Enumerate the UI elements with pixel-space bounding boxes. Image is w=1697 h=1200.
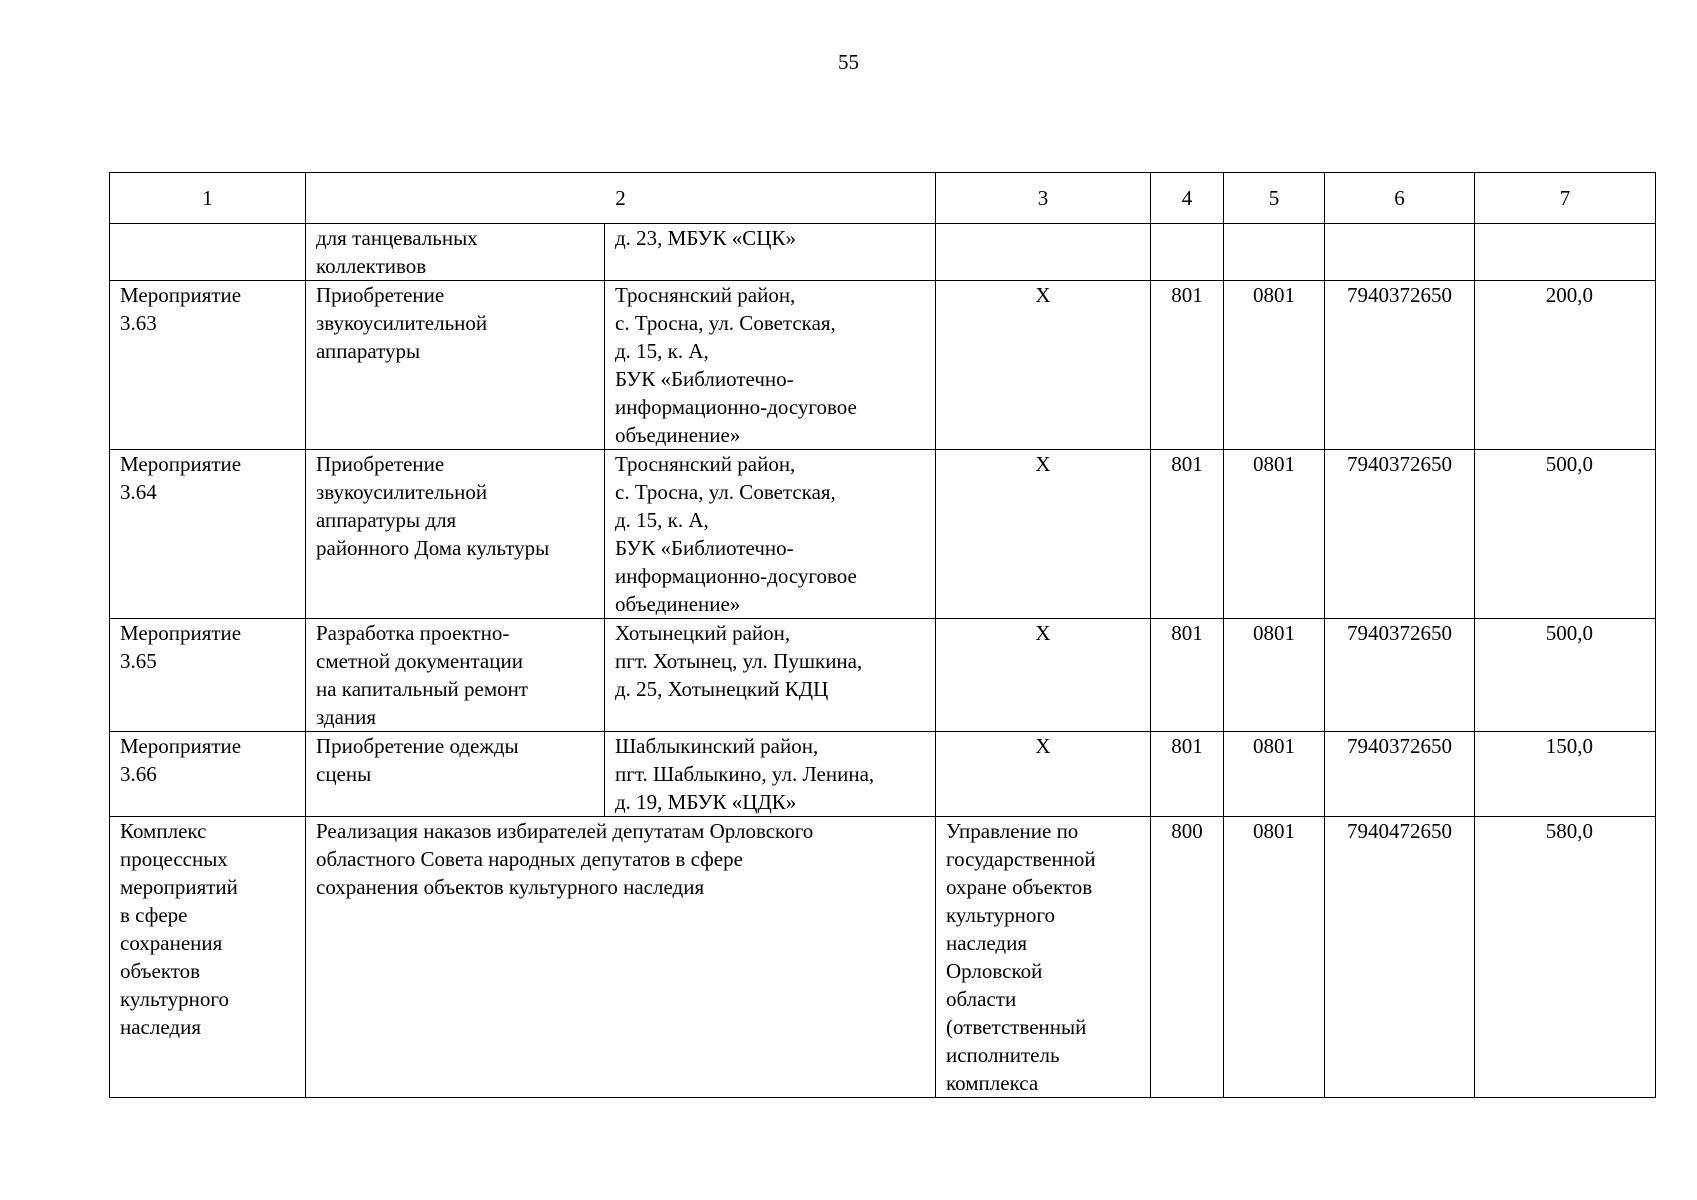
table-header-row xyxy=(110,173,1656,224)
complex-description-line: Реализация наказов избирателей депутатам Орловского xyxy=(316,819,814,843)
table-row xyxy=(110,732,1656,817)
measure-description-line: аппаратуры для xyxy=(316,508,457,532)
measure-address-line: д. 15, к. А, xyxy=(615,339,709,363)
budget-table xyxy=(109,172,1656,1098)
measure-description-line: аппаратуры xyxy=(316,339,421,363)
complex-name-line: процессных xyxy=(120,847,228,871)
complex-name-line: культурного xyxy=(120,987,229,1011)
measure-address-line: Хотынецкий район, xyxy=(615,621,791,645)
measure-address-line: д. 15, к. А, xyxy=(615,508,709,532)
complex-description-cell xyxy=(306,817,936,1098)
complex-executor-line: охране объектов xyxy=(946,875,1093,899)
amount-cell: 500,0 xyxy=(1475,619,1656,732)
table-row xyxy=(110,224,1656,281)
table-row xyxy=(110,619,1656,732)
col5-cell xyxy=(1224,224,1325,281)
table-row xyxy=(110,450,1656,619)
complex-name-line: Комплекс xyxy=(120,819,207,843)
complex-executor-line: наследия xyxy=(946,931,1027,955)
col4-cell: 801 xyxy=(1151,281,1224,450)
measure-name-line: 3.63 xyxy=(120,311,157,335)
measure-address-line: пгт. Хотынец, ул. Пушкина, xyxy=(615,649,863,673)
col6-cell: 7940472650 xyxy=(1325,817,1475,1098)
measure-address-line: объединение» xyxy=(615,423,741,447)
col4-cell: 801 xyxy=(1151,732,1224,817)
measure-address-line: объединение» xyxy=(615,592,741,616)
measure-name-line: Мероприятие xyxy=(120,452,242,476)
measure-address-cell xyxy=(605,732,936,817)
executor-line: Х xyxy=(1035,621,1051,645)
measure-address-line: д. 25, Хотынецкий КДЦ xyxy=(615,677,829,701)
measure-description-line: районного Дома культуры xyxy=(316,536,550,560)
measure-description-cell xyxy=(306,732,605,817)
measure-description-line: Разработка проектно- xyxy=(316,621,510,645)
col5-cell: 0801 xyxy=(1224,281,1325,450)
complex-description-line: сохранения объектов культурного наследия xyxy=(316,875,705,899)
measure-description-cell xyxy=(306,450,605,619)
measure-name-cell xyxy=(110,450,306,619)
measure-address-line: Троснянский район, xyxy=(615,283,796,307)
page-number: 55 xyxy=(838,50,859,74)
header-cell-4: 4 xyxy=(1151,173,1224,224)
measure-name-cell xyxy=(110,281,306,450)
header-cell-2: 2 xyxy=(306,173,936,224)
measure-description-line: звукоусилительной xyxy=(316,311,488,335)
complex-name-line: в сфере xyxy=(120,903,188,927)
measure-address-line: д. 23, МБУК «СЦК» xyxy=(615,226,796,250)
complex-name-line: сохранения xyxy=(120,931,223,955)
complex-name-cell xyxy=(110,817,306,1098)
measure-address-line: Троснянский район, xyxy=(615,452,796,476)
amount-cell: 200,0 xyxy=(1475,281,1656,450)
measure-address-line: информационно-досуговое xyxy=(615,564,857,588)
measure-description-line: коллективов xyxy=(316,254,427,278)
measure-address-line: БУК «Библиотечно- xyxy=(615,367,794,391)
measure-name-line: Мероприятие xyxy=(120,283,242,307)
amount-cell xyxy=(1475,224,1656,281)
measure-description-line: для танцевальных xyxy=(316,226,478,250)
measure-address-line: с. Тросна, ул. Советская, xyxy=(615,480,836,504)
executor-cell xyxy=(936,619,1151,732)
col6-cell: 7940372650 xyxy=(1325,619,1475,732)
executor-cell xyxy=(936,732,1151,817)
header-cell-6: 6 xyxy=(1325,173,1475,224)
complex-executor-line: государственной xyxy=(946,847,1096,871)
executor-cell xyxy=(936,224,1151,281)
complex-executor-line: комплекса xyxy=(946,1071,1039,1095)
amount-cell: 500,0 xyxy=(1475,450,1656,619)
measure-name-cell xyxy=(110,732,306,817)
complex-name-line: мероприятий xyxy=(120,875,238,899)
header-cell-7: 7 xyxy=(1475,173,1656,224)
measure-description-line: Приобретение xyxy=(316,452,445,476)
complex-executor-line: Орловской xyxy=(946,959,1043,983)
executor-line: Х xyxy=(1035,283,1051,307)
measure-address-cell xyxy=(605,281,936,450)
complex-name-line: наследия xyxy=(120,1015,201,1039)
measure-description-line: здания xyxy=(316,705,377,729)
measure-address-line: пгт. Шаблыкино, ул. Ленина, xyxy=(615,762,875,786)
measure-name-line: Мероприятие xyxy=(120,734,242,758)
measure-description-cell xyxy=(306,281,605,450)
measure-description-cell xyxy=(306,224,605,281)
col5-cell: 0801 xyxy=(1224,619,1325,732)
col4-cell: 800 xyxy=(1151,817,1224,1098)
col5-cell: 0801 xyxy=(1224,732,1325,817)
header-cell-5: 5 xyxy=(1224,173,1325,224)
complex-executor-line: области xyxy=(946,987,1017,1011)
measure-description-line: Приобретение xyxy=(316,283,445,307)
measure-address-line: с. Тросна, ул. Советская, xyxy=(615,311,836,335)
table-row xyxy=(110,281,1656,450)
col6-cell: 7940372650 xyxy=(1325,281,1475,450)
complex-name-line: объектов xyxy=(120,959,201,983)
col5-cell: 0801 xyxy=(1224,817,1325,1098)
amount-cell: 580,0 xyxy=(1475,817,1656,1098)
complex-executor-line: Управление по xyxy=(946,819,1079,843)
measure-description-line: сметной документации xyxy=(316,649,523,673)
executor-cell xyxy=(936,281,1151,450)
complex-executor-cell xyxy=(936,817,1151,1098)
measure-description-line: на капитальный ремонт xyxy=(316,677,529,701)
complex-executor-line: исполнитель xyxy=(946,1043,1060,1067)
complex-description-line: областного Совета народных депутатов в сфере xyxy=(316,847,743,871)
executor-cell xyxy=(936,450,1151,619)
measure-name-cell xyxy=(110,224,306,281)
complex-executor-line: (ответственный xyxy=(946,1015,1087,1039)
measure-address-line: д. 19, МБУК «ЦДК» xyxy=(615,790,797,814)
measure-name-line: Мероприятие xyxy=(120,621,242,645)
measure-description-line: сцены xyxy=(316,762,372,786)
measure-description-line: Приобретение одежды xyxy=(316,734,519,758)
col6-cell: 7940372650 xyxy=(1325,732,1475,817)
measure-name-line: 3.66 xyxy=(120,762,157,786)
measure-name-line: 3.65 xyxy=(120,649,157,673)
col5-cell: 0801 xyxy=(1224,450,1325,619)
col6-cell: 7940372650 xyxy=(1325,450,1475,619)
measure-address-line: БУК «Библиотечно- xyxy=(615,536,794,560)
table-row-complex xyxy=(110,817,1656,1098)
measure-name-cell xyxy=(110,619,306,732)
measure-address-line: информационно-досуговое xyxy=(615,395,857,419)
col4-cell: 801 xyxy=(1151,450,1224,619)
col6-cell xyxy=(1325,224,1475,281)
executor-line: Х xyxy=(1035,734,1051,758)
amount-cell: 150,0 xyxy=(1475,732,1656,817)
header-cell-1: 1 xyxy=(110,173,306,224)
measure-address-cell xyxy=(605,619,936,732)
col4-cell: 801 xyxy=(1151,619,1224,732)
measure-address-cell xyxy=(605,450,936,619)
measure-description-cell xyxy=(306,619,605,732)
header-cell-3: 3 xyxy=(936,173,1151,224)
measure-description-line: звукоусилительной xyxy=(316,480,488,504)
executor-line: Х xyxy=(1035,452,1051,476)
col4-cell xyxy=(1151,224,1224,281)
complex-executor-line: культурного xyxy=(946,903,1055,927)
measure-address-line: Шаблыкинский район, xyxy=(615,734,819,758)
measure-address-cell xyxy=(605,224,936,281)
measure-name-line: 3.64 xyxy=(120,480,157,504)
